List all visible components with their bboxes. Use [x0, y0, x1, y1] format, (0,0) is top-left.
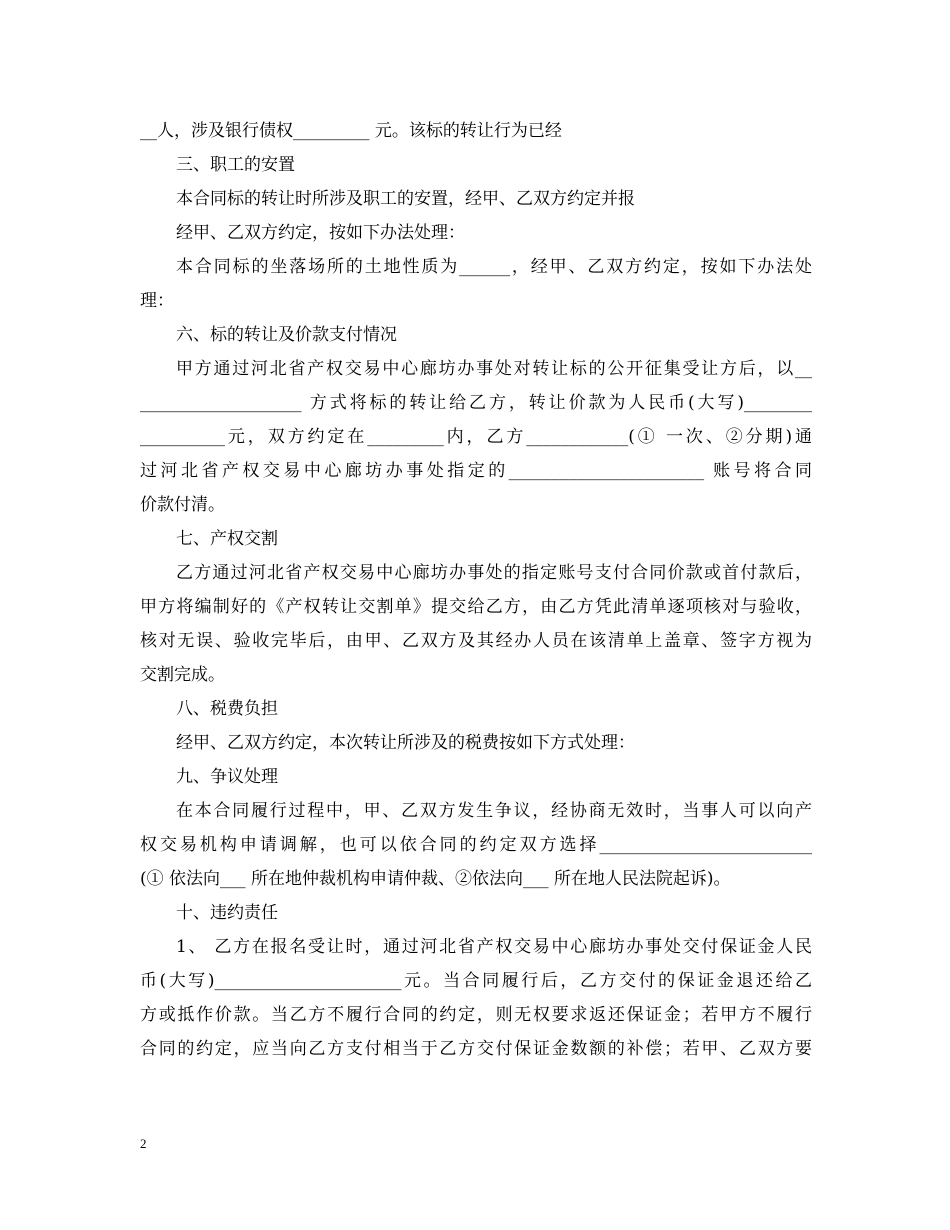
page-number: 2	[140, 1136, 147, 1151]
section-heading: 十、违约责任	[176, 903, 278, 923]
text-line: __人，涉及银行债权_________ 元。该标的转让行为已经	[140, 121, 562, 141]
section-heading: 七、产权交割	[176, 529, 278, 549]
text-line: 方或抵作价款。当乙方不履行合同的约定，则无权要求返还保证金；若甲方不履行	[140, 1005, 812, 1025]
text-line: 1、 乙方在报名受让时，通过河北省产权交易中心廊坊办事处交付保证金人民	[176, 937, 812, 957]
text-line: __________元，双方约定在_________内，乙方____________(① 一次、②分期)通	[140, 427, 812, 447]
text-line: 乙方通过河北省产权交易中心廊坊办事处的指定账号支付合同价款或首付款后，	[176, 563, 812, 583]
text-line: 经甲、乙双方约定，本次转让所涉及的税费按如下方式处理：	[176, 733, 635, 753]
section-heading: 三、职工的安置	[176, 155, 295, 175]
section-heading: 九、争议处理	[176, 767, 278, 787]
text-line: 核对无误、验收完毕后，由甲、乙双方及其经办人员在该清单上盖章、签字方视为	[140, 631, 812, 651]
text-line: (① 依法向___ 所在地仲裁机构申请仲裁、②依法向___ 所在地人民法院起诉)。	[140, 869, 731, 889]
text-line: 币(大写)______________________元。当合同履行后，乙方交付的保证金退还给乙	[140, 971, 812, 991]
text-line: 本合同标的坐落场所的土地性质为______，经甲、乙双方约定，按如下办法处	[176, 257, 812, 277]
text-line: 经甲、乙双方约定，按如下办法处理：	[176, 223, 465, 243]
text-line: 甲方将编制好的《产权转让交割单》提交给乙方，由乙方凭此清单逐项核对与验收，	[140, 597, 812, 617]
text-line: 理：	[140, 291, 174, 311]
text-line: 权交易机构申请调解，也可以依合同的约定双方选择_________________________	[140, 835, 812, 855]
text-line: ___________________ 方式将标的转让给乙方，转让价款为人民币(大写)________	[140, 393, 812, 413]
section-heading: 八、税费负担	[176, 699, 278, 719]
text-line: 甲方通过河北省产权交易中心廊坊办事处对转让标的公开征集受让方后，以__	[176, 359, 812, 379]
text-line: 过河北省产权交易中心廊坊办事处指定的_______________________ 账号将合同	[140, 461, 812, 481]
text-line: 合同的约定，应当向乙方支付相当于乙方交付保证金数额的补偿；若甲、乙双方要	[140, 1039, 812, 1059]
text-line: 交割完成。	[140, 665, 225, 685]
section-heading: 六、标的转让及价款支付情况	[176, 325, 397, 345]
text-line: 本合同标的转让时所涉及职工的安置，经甲、乙双方约定并报	[176, 189, 635, 209]
text-line: 在本合同履行过程中，甲、乙双方发生争议，经协商无效时，当事人可以向产	[176, 801, 812, 821]
text-line: 价款付清。	[140, 495, 225, 515]
